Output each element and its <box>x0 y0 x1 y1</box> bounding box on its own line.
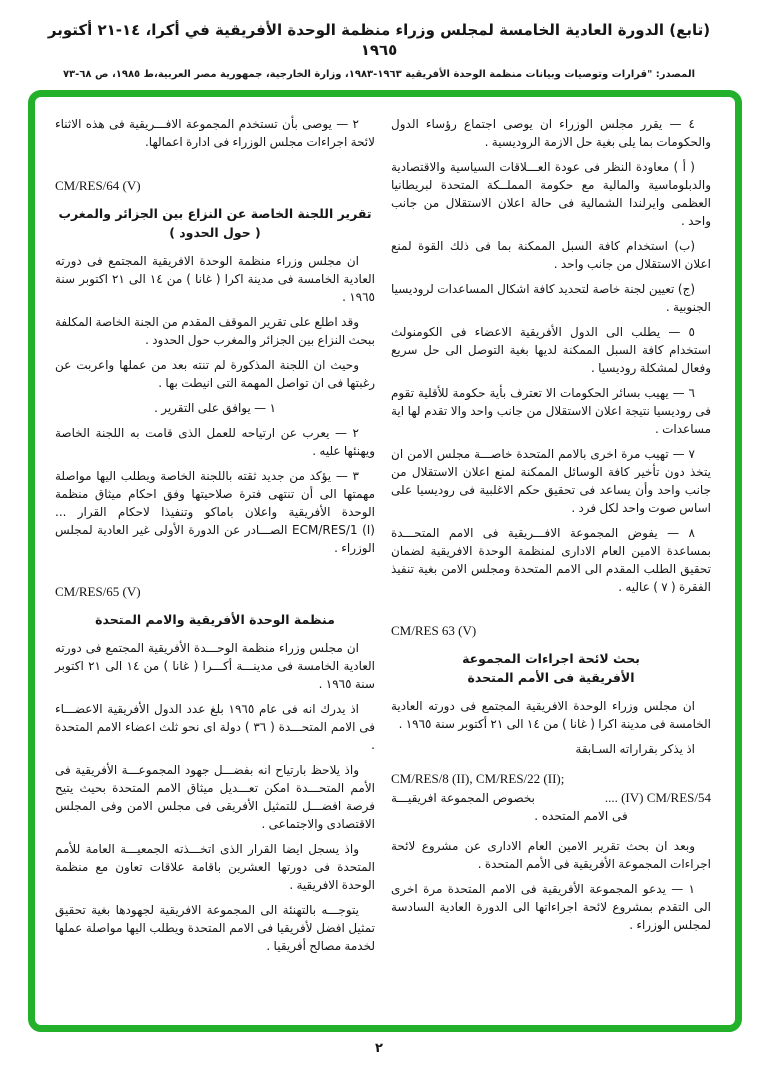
resolution-paragraph: وقد اطلع على تقرير الموقف المقدم من الجنة الخاصة المكلفة ببحث النزاع بين الجزائر والمغرب حول الحدود . <box>55 315 375 347</box>
page-number: ٢ <box>375 1041 383 1056</box>
resolution-paragraph: ٢ — يوصى بأن تستخدم المجموعة الافـــريقية فى هذه الاثناء لائحة اجراءات مجلس الوزراء فى ادارة اعمالها. <box>55 117 375 149</box>
resolution-paragraph: ٨ — يفوض المجموعة الافـــريقية فى الامم المتحـــدة بمساعدة الامين العام الادارى لمنظمة الوحدة الافريقية لضمان تحقيق الطلب المقدم الى الامم المتحدة ومجلس الامن بغية تنفيذ الفقرة ( ٧ ) عاليه . <box>391 526 711 594</box>
resolution-paragraph: ٤ — يقرر مجلس الوزراء ان يوصى اجتماع رؤساء الدول والحكومات بما يلى بغية حل الازمة الروديسية . <box>391 117 711 149</box>
resolution-paragraph: ٢ — يعرب عن ارتياحه للعمل الذى قامت به اللجنة الخاصة ويهنئها عليه . <box>55 426 375 458</box>
resolution-code: CM/RES/8 (II), CM/RES/22 (II); <box>391 771 565 786</box>
document-source-line: المصدر: "قرارات وتوصيات وبيانات منظمة الوحدة الأفريقية ١٩٦٣-١٩٨٣، وزارة الخارجية، جمهورية مصر العربية،ط ١٩٨٥، ص ٦٨-٧٣ <box>62 69 696 80</box>
page-header <box>0 0 758 80</box>
resolution-code: CM/RES 63 (V) <box>391 623 477 638</box>
resolution-paragraph: (ب) استخدام كافة السبل الممكنة بما فى ذلك القوة لمنع اعلان الاستقلال من جانب واحد . <box>391 239 711 271</box>
resolution-paragraph: ان مجلس وزراء منظمة الوحدة الافريقية المجتمع فى دورته العادية الخامسة فى مدينة اكرا ( غانا ) من ١٤ الى ٢١ اكتوبر سنة ١٩٦٥ . <box>55 254 375 304</box>
resolution-heading <box>391 649 711 687</box>
resolution-code: CM/RES/64 (V) <box>55 178 141 193</box>
resolution-paragraph: واذ يلاحظ بارتياح انه بفضـــل جهود المجموعـــة الأفريقية فى الأمم المتحـــدة امكن تعـــديل ميثاق الامم المتحدة بحيث يتيح فرصة افضـــل للتمثيل الأفريقى فى مجلس الامن وفى المجلس الاقتصادى والاجتماعى . <box>55 763 375 831</box>
resolution-paragraph: (ج) تعيين لجنة خاصة لتحديد كافة اشكال المساعدات لروديسيا الجنوبية . <box>391 282 711 314</box>
content-border <box>28 90 742 1032</box>
resolution-heading-line: منظمة الوحدة الأفريقية والامم المتحدة <box>95 612 335 627</box>
resolution-paragraph: ان مجلس وزراء منظمة الوحـــدة الأفريقية المجتمع فى دورته العادية الخامسة فى مدينـــة أكـــرا ( غانا ) من ١٤ الى ٢١ اكتوبر سنة ١٩٦٥ . <box>55 641 376 691</box>
resolution-paragraph: وحيث ان اللجنة المذكورة لم تنته بعد من عملها واعربت عن رغبتها فى ان تواصل المهمة التى انيطت بها . <box>55 358 375 390</box>
resolution-code-mixed-line <box>391 789 711 807</box>
resolution-paragraph: ان مجلس وزراء الوحدة الافريقية المجتمع فى دورته العادية الخامسة فى مدينة اكرا ( غانا ) من ١٤ الى ٢١ أكتوبر سنة ١٩٦٥ . <box>391 699 711 731</box>
resolution-heading-line: الأفريقية فى الأمم المتحدة <box>467 670 635 685</box>
resolution-code-latin: .... (IV) CM/RES/54 <box>604 790 711 805</box>
column-left <box>55 115 375 1025</box>
resolution-paragraph: ١ — يدعو المجموعة الأفريقية فى الامم المتحدة مرة اخرى الى التقدم بمشروع لائحة اجراءاتها الى الدورة العادية السادسة لمجلس الوزراء . <box>391 882 711 932</box>
resolution-heading <box>55 610 375 629</box>
resolution-heading-line: بحث لائحة اجراءات المجموعة <box>462 651 640 666</box>
resolution-paragraph: ٧ — تهيب مرة اخرى بالامم المتحدة خاصـــة مجلس الامن ان يتخذ دون تأخير كافة الوسائل الممكنة لمنع اعلان الاستقلال من جانب واحد وأن يساعد فى تحقيق حكم الاغلبية فى روديسيا على اساس صوت واحد لكل فرد . <box>391 447 711 515</box>
resolution-code-references <box>391 770 711 825</box>
resolution-heading-line: ( حول الحدود ) <box>169 225 261 240</box>
resolution-paragraph: ( أ ) معاودة النظر فى عودة العـــلاقات السياسية والاقتصادية والدبلوماسية والمالية مع حكومة المملــكة المتحدة لبريطانيا العظمى وايرلندا الشمالية فى حالة اعلان الاستقلال من جانب واحد . <box>391 160 711 228</box>
resolution-code-arabic-note: بخصوص المجموعة افريقيـــة <box>391 791 535 805</box>
resolution-code: CM/RES/65 (V) <box>55 584 141 599</box>
resolution-paragraph: ٥ — يطلب الى الدول الأفريقية الاعضاء فى الكومنولث استخدام كافة السبل الممكنة لديها بغية التوصل الى حل سريع وفعال لمشكلة روديسيا . <box>391 325 711 375</box>
two-column-layout <box>55 115 711 1025</box>
resolution-paragraph: اذ يدرك انه فى عام ١٩٦٥ بلغ عدد الدول الأفريقية الاعضـــاء فى الامم المتحـــدة ( ٣٦ ) دولة اى نحو ثلث اعضاء الامم المتحدة . <box>55 702 375 752</box>
document-title: (تابع) الدورة العادية الخامسة لمجلس وزراء منظمة الوحدة الأفريقية في أكرا، ١٤-٢١ أكتوبر ١٩٦٥ <box>47 21 711 59</box>
resolution-paragraph: واذ يسجل ايضا القرار الذى اتخـــذته الجمعيـــة العامة للأمم المتحدة فى دورتها العشرين باقامة علاقات تعاون مع منظمة الوحدة الافريقية . <box>55 842 375 892</box>
resolution-paragraph: ١ — يوافق على التقرير . <box>154 401 276 415</box>
resolution-paragraph: يتوجـــه بالتهنئة الى المجموعة الافريقية لجهودها بغية تحقيق تمثيل افضل لأفريقيا فى الامم المتحدة ويطلب اليها مواصلة عملها لخدمة مصالح أفريقيا . <box>55 903 375 953</box>
resolution-heading <box>55 204 375 242</box>
resolution-paragraph: ٦ — يهيب بسائر الحكومات الا تعترف بأية حكومة للأقلية تقوم فى روديسيا نتيجة اعلان الاستقلال من جانب واحد والا تقدم لها اية مساعدات . <box>391 386 711 436</box>
resolution-paragraph: ٣ — يؤكد من جديد ثقته باللجنة الخاصة ويطلب اليها مواصلة مهمتها الى أن تنتهى فترة صلاحيتها وفق احكام ميثاق منظمة الوحدة الأفريقية واعلان باماكو وتنفيذا لاحكام القرار ... ECM/RES/1 (I) الصـــادر عن الدورة الأولى غير العادية لمجلس الوزراء . <box>55 469 375 555</box>
resolution-paragraph: اذ يذكر بقراراته السـابقة <box>575 742 695 756</box>
resolution-paragraph: وبعد ان بحث تقرير الامين العام الادارى عن مشروع لائحة اجراءات المجموعة الأفريقية فى الأمم المتحدة . <box>391 839 711 871</box>
column-right <box>391 115 711 1025</box>
resolution-heading-line: تقرير اللجنة الخاصة عن النزاع بين الجزائر والمغرب <box>58 206 372 221</box>
resolution-code-arabic-tail: فى الامم المتحده . <box>534 809 628 823</box>
